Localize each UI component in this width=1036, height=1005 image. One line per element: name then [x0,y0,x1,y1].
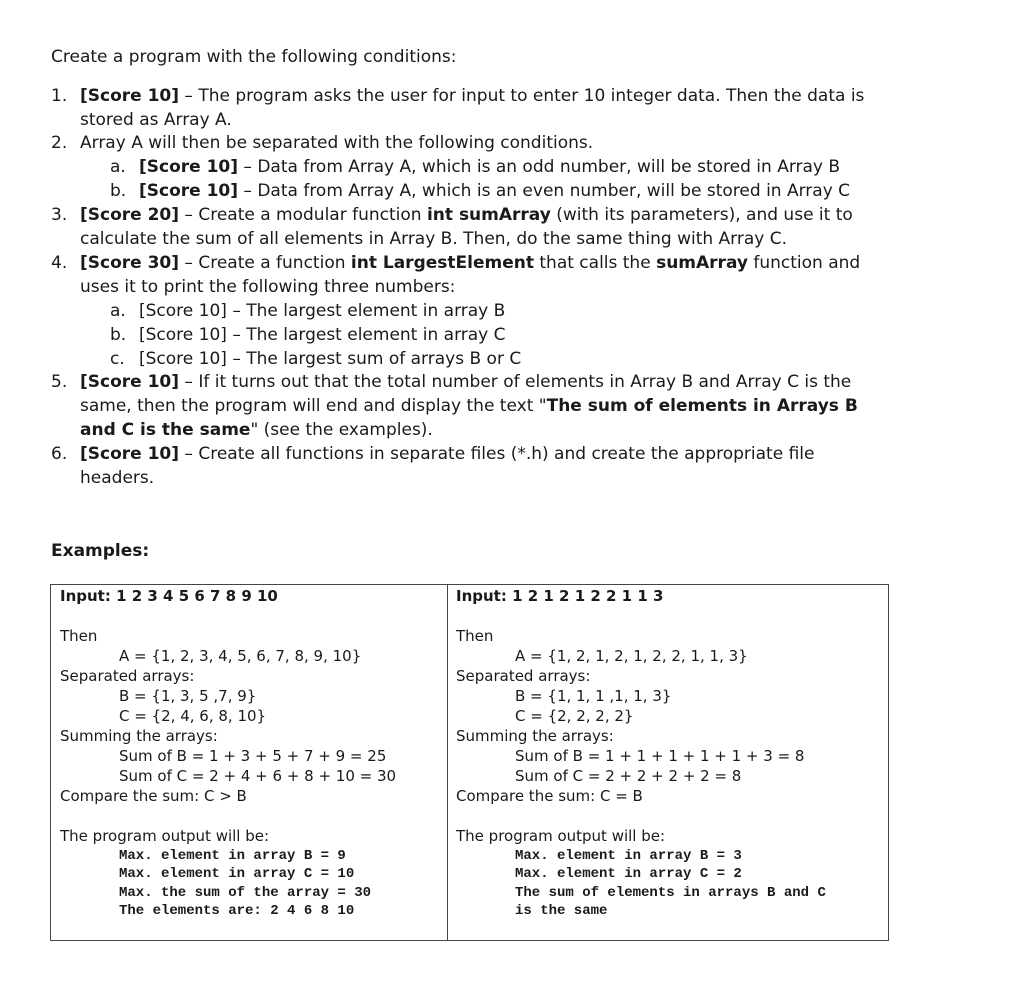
output-label: The program output will be: [456,827,666,845]
summing-label: Summing the arrays: [456,727,614,745]
function-name: int sumArray [426,205,551,225]
output-line: The sum of elements in arrays B and C [515,885,826,901]
item-text: – Create a function [179,253,351,273]
separated-label: Separated arrays: [456,667,591,685]
item-text: (with its parameters), and use it to [550,205,853,225]
list-item-5-line-2 [80,396,858,416]
example-input: Input: 1 2 1 2 1 2 2 1 1 3 [456,587,664,605]
output-line: is the same [515,903,608,919]
list-item-5-line-3 [80,420,433,440]
function-name: sumArray [656,253,748,273]
array-b: B = {1, 3, 5 ,7, 9} [119,687,257,705]
list-number: 2. [51,133,68,153]
list-item-3-line-2: calculate the sum of all elements in Array B. Then, do the same thing with Array C. [80,229,788,249]
examples-table [50,584,889,941]
output-line: Max. the sum of the array = 30 [119,885,372,901]
quoted-output: and C is the same [80,420,251,440]
array-c: C = {2, 4, 6, 8, 10} [119,707,267,725]
sum-c: Sum of C = 2 + 4 + 6 + 8 + 10 = 30 [119,767,397,785]
array-b: B = {1, 1, 1 ,1, 1, 3} [515,687,672,705]
quoted-output: The sum of elements in Arrays B [546,396,858,416]
function-name: int LargestElement [350,253,534,273]
score-tag: [Score 20] [80,205,180,225]
example-input: Input: 1 2 3 4 5 6 7 8 9 10 [60,587,278,605]
score-tag: [Score 10] [80,444,180,464]
item-text: that calls the [533,253,657,273]
sub-item-2a [139,157,840,177]
list-item-1-line-2: stored as Array A. [80,110,232,130]
score-tag: [Score 30] [80,253,180,273]
output-line: Max. element in array C = 10 [119,866,355,882]
output-label: The program output will be: [60,827,270,845]
score-tag: [Score 10] [139,157,239,177]
item-text: – Data from Array A, which is an even number, will be stored in Array C [238,181,851,201]
separated-label: Separated arrays: [60,667,195,685]
sub-item-2b [139,181,850,201]
example-cell-1 [51,585,446,940]
item-text: function and [747,253,861,273]
sub-letter: b. [110,181,127,201]
sub-item-4b: [Score 10] – The largest element in array C [139,325,506,345]
array-c: C = {2, 2, 2, 2} [515,707,634,725]
list-item-6-line-1 [80,444,814,464]
sum-c: Sum of C = 2 + 2 + 2 + 2 = 8 [515,767,742,785]
score-tag: [Score 10] [80,372,180,392]
compare-line: Compare the sum: C > B [60,787,247,805]
sub-item-4c: [Score 10] – The largest sum of arrays B or C [139,349,522,369]
sum-b: Sum of B = 1 + 1 + 1 + 1 + 1 + 3 = 8 [515,747,805,765]
item-text: – If it turns out that the total number of elements in Array B and Array C is the [179,372,852,392]
sum-b: Sum of B = 1 + 3 + 5 + 7 + 9 = 25 [119,747,387,765]
list-item-2-line-1: Array A will then be separated with the following conditions. [80,133,594,153]
sub-letter: c. [110,349,125,369]
sub-letter: b. [110,325,127,345]
array-a: A = {1, 2, 1, 2, 1, 2, 2, 1, 1, 3} [515,647,748,665]
list-item-6-line-2: headers. [80,468,155,488]
item-text: " (see the examples). [250,420,433,440]
list-number: 1. [51,86,68,106]
example-cell-2 [448,585,843,940]
score-tag: [Score 10] [80,86,180,106]
examples-heading: Examples: [51,541,150,561]
list-number: 3. [51,205,68,225]
intro-text: Create a program with the following conditions: [51,47,457,67]
list-number: 5. [51,372,68,392]
item-text: – The program asks the user for input to enter 10 integer data. Then the data is [179,86,865,106]
item-text: – Create a modular function [179,205,427,225]
item-text: same, then the program will end and display the text " [80,396,547,416]
compare-line: Compare the sum: C = B [456,787,643,805]
sub-letter: a. [110,301,126,321]
output-line: Max. element in array B = 9 [119,848,346,864]
sub-item-4a: [Score 10] – The largest element in array B [139,301,506,321]
sub-letter: a. [110,157,126,177]
array-a: A = {1, 2, 3, 4, 5, 6, 7, 8, 9, 10} [119,647,362,665]
output-line: Max. element in array B = 3 [515,848,742,864]
list-item-4-line-1 [80,253,860,273]
list-number: 4. [51,253,68,273]
list-item-1-line-1 [80,86,864,106]
summing-label: Summing the arrays: [60,727,218,745]
output-line: The elements are: 2 4 6 8 10 [119,903,355,919]
then-label: Then [456,627,494,645]
item-text: – Create all functions in separate files (*.h) and create the appropriate file [179,444,815,464]
list-item-5-line-1 [80,372,851,392]
list-item-4-line-2: uses it to print the following three numbers: [80,277,456,297]
then-label: Then [60,627,98,645]
list-number: 6. [51,444,68,464]
list-item-3-line-1 [80,205,853,225]
score-tag: [Score 10] [139,181,239,201]
output-line: Max. element in array C = 2 [515,866,742,882]
item-text: – Data from Array A, which is an odd number, will be stored in Array B [238,157,841,177]
